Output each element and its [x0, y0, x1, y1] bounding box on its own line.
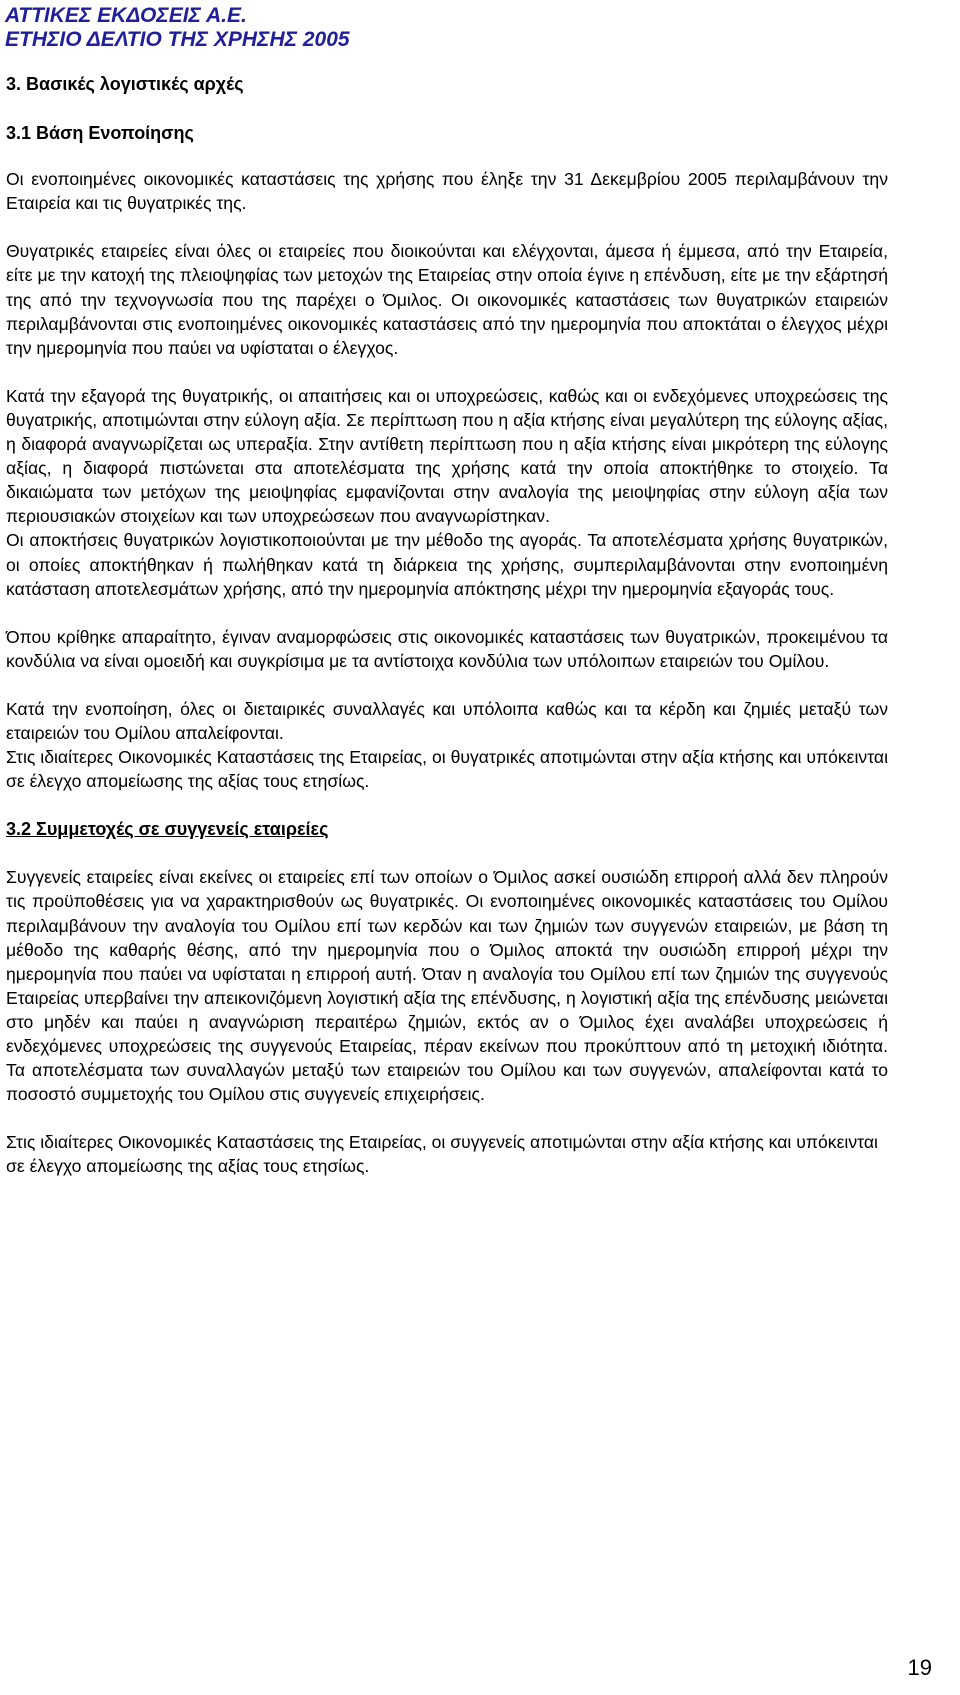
document-body	[6, 72, 888, 1178]
section-3-1-paragraph-6: Κατά την ενοποίηση, όλες οι διεταιρικές συναλλαγές και υπόλοιπα καθώς και τα κέρδη και ζημιές μεταξύ των εταιρειών του Ομίλου απαλείφονται.	[6, 698, 888, 743]
section-3-1-paragraph-3: Κατά την εξαγορά της θυγατρικής, οι απαιτήσεις και οι υποχρεώσεις, καθώς και οι ενδεχόμενες υποχρεώσεις της θυγατρικής, αποτιμώνται στην εύλογη αξία. Σε περίπτωση που η αξία κτήσης είναι μεγαλύτερη της εύλογης αξίας, η διαφορά αναγνωρίζεται ως υπεραξία. Στην αντίθετη περίπτωση που η αξία κτήσης είναι μικρότερη της εύλογης αξίας, η διαφορά πιστώνεται στα αποτελέσματα της χρήσης κατά την οποία αποκτήθηκε το στοιχείο. Τα δικαιώματα των μετόχων της μειοψηφίας εμφανίζονται στην αναλογία της μειοψηφίας στην εύλογη αξία των περιουσιακών στοιχείων και των υποχρεώσεων που αναγνωρίστηκαν.	[6, 385, 888, 527]
section-3-2-heading: 3.2 Συμμετοχές σε συγγενείς εταιρείες	[6, 819, 329, 840]
section-3-1-paragraph-7: Στις ιδιαίτερες Οικονομικές Καταστάσεις της Εταιρείας, οι θυγατρικές αποτιμώνται στην αξία κτήσης και υπόκεινται σε έλεγχο απομείωσης της αξίας τους ετησίως.	[6, 747, 888, 792]
section-3-1-paragraph-4: Οι αποκτήσεις θυγατρικών λογιστικοποιούνται με την μέθοδο της αγοράς. Τα αποτελέσματα χρήσης θυγατρικών, οι οποίες αποκτήθηκαν ή πωλήθηκαν κατά τη διάρκεια της χρήσης, συμπεριλαμβάνονται στην ενοποιημένη κατάσταση αποτελεσμάτων χρήσης, από την ημερομηνία απόκτησης μέχρι την ημερομηνία εξαγοράς τους.	[6, 530, 888, 599]
section-3-1-paragraph-1: Οι ενοποιημένες οικονομικές καταστάσεις της χρήσης που έληξε την 31 Δεκεμβρίου 2005 περιλαμβάνουν την Εταιρεία και τις θυγατρικές της.	[6, 169, 888, 214]
section-3-1-paragraph-2: Θυγατρικές εταιρείες είναι όλες οι εταιρείες που διοικούνται και ελέγχονται, άμεσα ή έμμεσα, από την Εταιρεία, είτε με την κατοχή της πλειοψηφίας των μετοχών της Εταιρείας στην οποία έγινε η επένδυση, είτε με την εξάρτησή της από την τεχνογνωσία που της παρέχει ο Όμιλος. Οι οικονομικές καταστάσεις των θυγατρικών εταιρειών περιλαμβάνονται στις ενοποιημένες οικονομικές καταστάσεις από την ημερομηνία που αποκτάται ο έλεγχος μέχρι την ημερομηνία που παύει να υφίσταται ο έλεγχος.	[6, 241, 888, 358]
section-3-2-paragraph-1: Συγγενείς εταιρείες είναι εκείνες οι εταιρείες επί των οποίων ο Όμιλος ασκεί ουσιώδη επιρροή αλλά δεν πληρούν τις προϋποθέσεις για να χαρακτηρισθούν ως θυγατρικές. Οι ενοποιημένες οικονομικές καταστάσεις του Ομίλου περιλαμβάνουν την αναλογία του Ομίλου επί των κερδών και των ζημιών των συγγενών εταιρειών, με βάση τη μέθοδο της καθαρής θέσης, από την ημερομηνία που ο Όμιλος αποκτά την ουσιώδη επιρροή μέχρι την ημερομηνία που παύει να υφίσταται η επιρροή αυτή. Όταν η αναλογία του Ομίλου επί των ζημιών της συγγενούς Εταιρείας υπερβαίνει την απεικονιζόμενη λογιστική αξία της επένδυσης, η λογιστική αξία της επένδυσης μειώνεται στο μηδέν και παύει η αναγνώριση περαιτέρω ζημιών, εκτός αν ο Όμιλος έχει αναλάβει υποχρεώσεις ή ενδεχόμενες υποχρεώσεις της συγγενούς Εταιρείας, πέραν εκείνων που προκύπτουν από τη μετοχική ιδιότητα. Τα αποτελέσματα των συναλλαγών μεταξύ των εταιρειών του Ομίλου και των συγγενών, απαλείφονται κατά το ποσοστό συμμετοχής του Ομίλου στις συγγενείς επιχειρήσεις.	[6, 867, 888, 1105]
page-number: 19	[907, 1655, 932, 1680]
header-company: ΑΤΤΙΚΕΣ ΕΚΔΟΣΕΙΣ Α.Ε.	[5, 4, 247, 27]
section-3-1-heading: 3.1 Βάση Ενοποίησης	[6, 123, 194, 144]
section-3-2-paragraph-2: Στις ιδιαίτερες Οικονομικές Καταστάσεις της Εταιρείας, οι συγγενείς αποτιμώνται στην αξία κτήσης και υπόκεινται σε έλεγχο απομείωσης της αξίας τους ετησίως.	[6, 1132, 878, 1177]
page-header	[5, 4, 350, 52]
section-3-heading: 3. Βασικές λογιστικές αρχές	[6, 74, 244, 94]
section-3-1-paragraph-5: Όπου κρίθηκε απαραίτητο, έγιναν αναμορφώσεις στις οικονομικές καταστάσεις των θυγατρικών, προκειμένου τα κονδύλια να είναι ομοειδή και συγκρίσιμα με τα αντίστοιχα κονδύλια των υπόλοιπων εταιρειών του Ομίλου.	[6, 626, 888, 671]
header-report-title: ΕΤΗΣΙΟ ΔΕΛΤΙΟ ΤΗΣ ΧΡΗΣΗΣ 2005	[5, 28, 350, 51]
